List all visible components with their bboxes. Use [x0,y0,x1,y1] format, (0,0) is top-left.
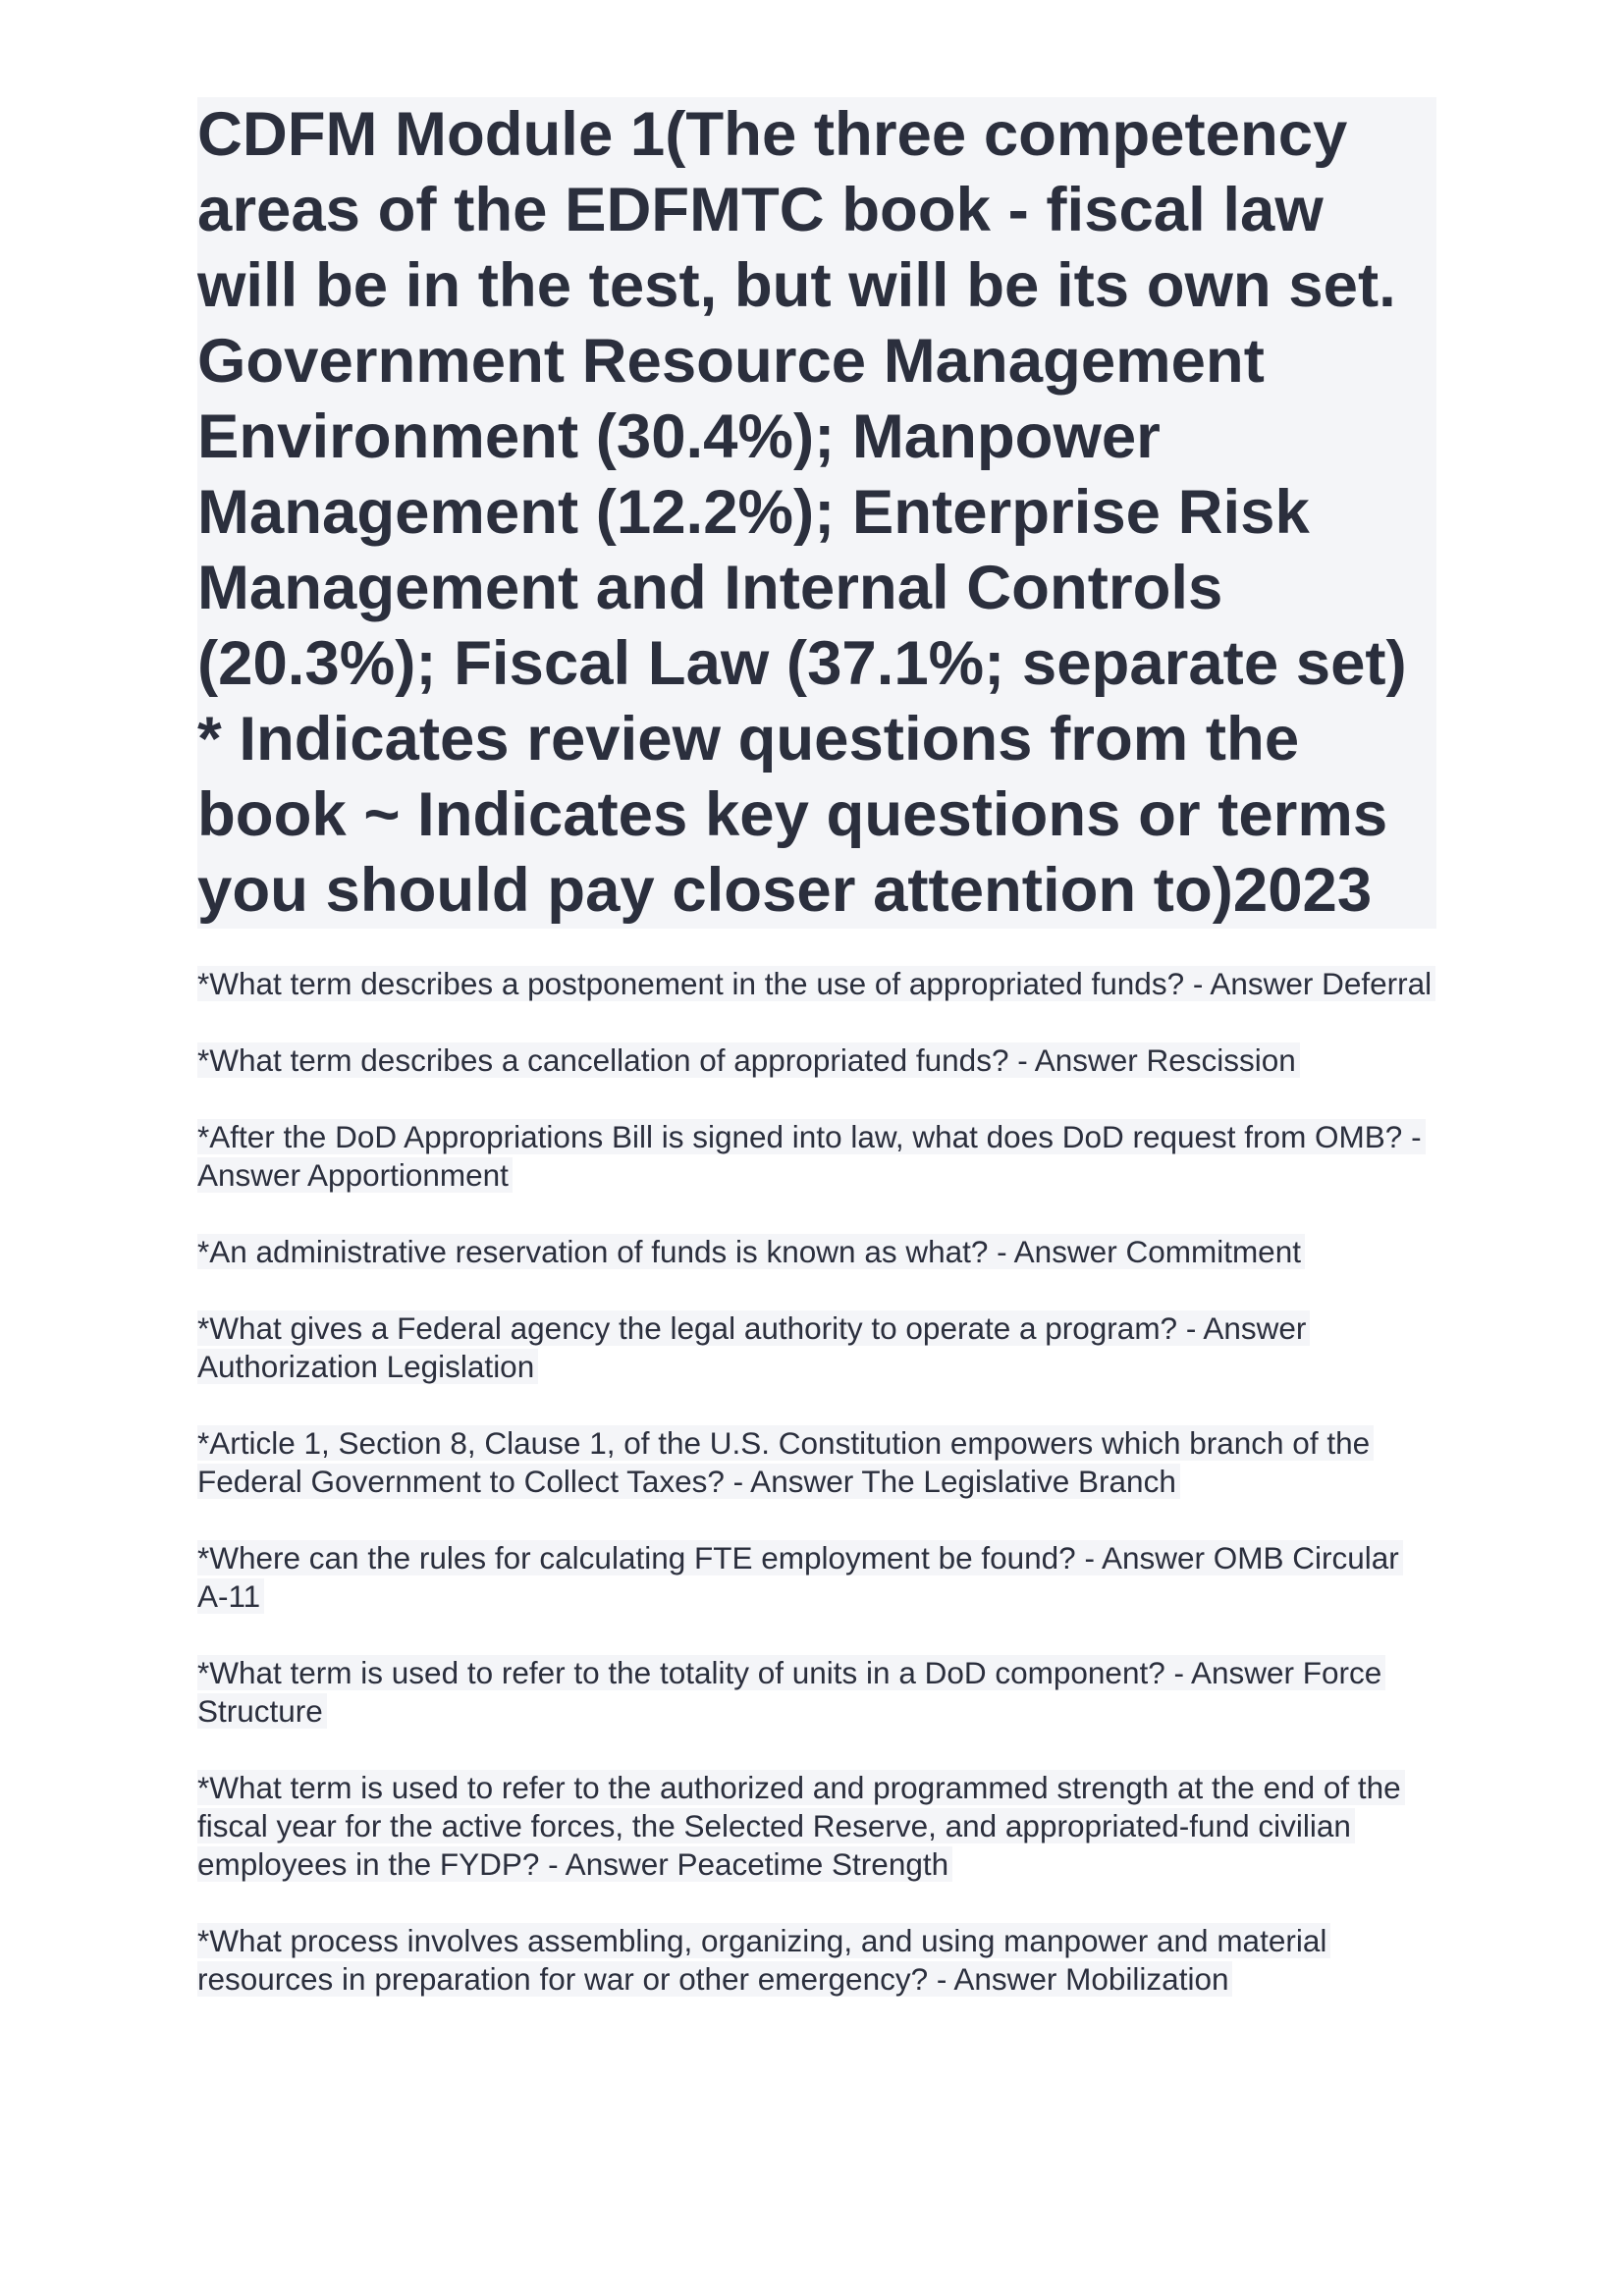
qa-text: *What term describes a postponement in the use of appropriated funds? - Answer Deferral [197,966,1435,1001]
qa-text: *What term describes a cancellation of appropriated funds? - Answer Rescission [197,1042,1300,1078]
qa-item [197,1424,1436,1501]
document-page [197,97,1436,2037]
document-title: CDFM Module 1(The three competency areas of the EDFMTC book - fiscal law will be in the test, but will be its own set. Government Resource Management Environment (30.4%); Manpower Management (12.2%); Enterprise Risk Management and Internal Controls (20.3%); Fiscal Law (37.1%; separate set) * Indicates review questions from the book ~ Indicates key questions or terms you should pay closer attention to)2023 [197,100,1407,925]
qa-item [197,1233,1436,1271]
qa-text: *After the DoD Appropriations Bill is signed into law, what does DoD request from OMB? - Answer Apportionment [197,1119,1426,1193]
qa-item [197,1041,1436,1080]
qa-item [197,1922,1436,1999]
qa-item [197,1654,1436,1731]
title-block [197,97,1436,929]
qa-item [197,1309,1436,1386]
qa-list [197,965,1436,1999]
qa-text: *What term is used to refer to the totality of units in a DoD component? - Answer Force Structure [197,1655,1385,1729]
qa-text: *An administrative reservation of funds is known as what? - Answer Commitment [197,1234,1305,1269]
qa-item [197,1769,1436,1884]
qa-item [197,1539,1436,1616]
qa-item [197,1118,1436,1195]
qa-text: *Where can the rules for calculating FTE employment be found? - Answer OMB Circular A-11 [197,1540,1403,1614]
qa-text: *Article 1, Section 8, Clause 1, of the U.S. Constitution empowers which branch of the Federal Government to Collect Taxes? - Answer The Legislative Branch [197,1425,1374,1499]
qa-item [197,965,1436,1003]
qa-text: *What gives a Federal agency the legal authority to operate a program? - Answer Authorization Legislation [197,1310,1310,1384]
qa-text: *What process involves assembling, organizing, and using manpower and material resources in preparation for war or other emergency? - Answer Mobilization [197,1923,1330,1997]
qa-text: *What term is used to refer to the authorized and programmed strength at the end of the fiscal year for the active forces, the Selected Reserve, and appropriated-fund civilian employees in the FYDP? - Answer Peacetime Strength [197,1770,1405,1882]
